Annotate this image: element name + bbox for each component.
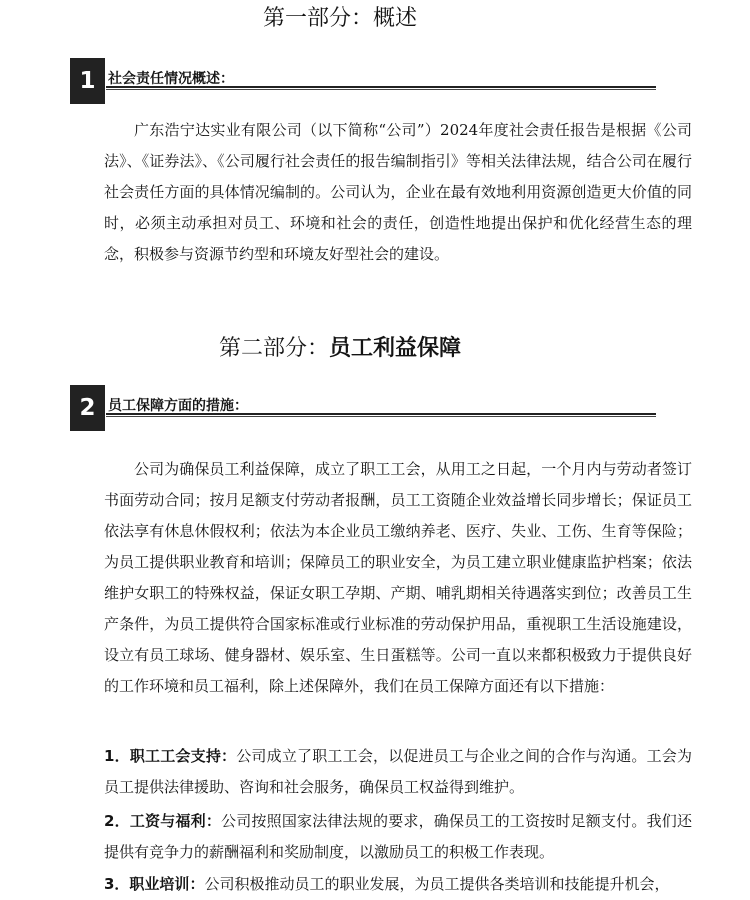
section2-rule-thin xyxy=(106,416,656,417)
section2-heading: 员工保障方面的措施： xyxy=(108,398,248,414)
part2-title-prefix: 第二部分： xyxy=(218,336,329,361)
section1-paragraph: 广东浩宁达实业有限公司（以下简称“公司”）2024年度社会责任报告是根据《公司法》、《证券法》、《公司履行社会责任的报告编制指引》等相关法律法规，结合公司在履行社会责任方面的具体情况编制的。公司认为，企业在最有效地利用资源创造更大价值的同时，必须主动承担对员工、环境和社会的责任，创造性地提出保护和优化经营生态的理念，积极参与资源节约型和环境友好型社会的建设。 xyxy=(104,121,692,263)
section1-rule-thin xyxy=(106,89,656,90)
list-item xyxy=(104,869,692,900)
list-item-heading: 2．工资与福利： xyxy=(104,812,222,830)
section2-paragraph: 公司为确保员工利益保障，成立了职工工会，从用工之日起，一个月内与劳动者签订书面劳动合同；按月足额支付劳动者报酬，员工工资随企业效益增长同步增长；保证员工依法享有休息休假权利；依法为本企业员工缴纳养老、医疗、失业、工伤、生育等保险；为员工提供职业教育和培训；保障员工的职业安全，为员工建立职业健康监护档案；依法维护女职工的特殊权益，保证女职工孕期、产期、哺乳期相关待遇落实到位；改善员工生产条件，为员工提供符合国家标准或行业标准的劳动保护用品，重视职工生活设施建设，设立有员工球场、健身器材、娱乐室、生日蛋糕等。公司一直以来都积极致力于提供良好的工作环境和员工福利，除上述保障外，我们在员工保障方面还有以下措施： xyxy=(104,460,692,695)
list-item xyxy=(104,806,692,868)
section1-heading: 社会责任情况概述： xyxy=(108,71,234,87)
section2-number-badge: 2 xyxy=(70,385,105,431)
list-item-text: 公司成立了职工工会，以促进员工与企业之间的合作与沟通。工会为员工提供法律援助、咨询和社会服务，确保员工权益得到维护。 xyxy=(104,747,692,796)
section1-rule xyxy=(106,86,656,88)
section2-rule xyxy=(106,413,656,415)
part1-title-text: 第一部分：概述 xyxy=(262,6,417,31)
section2-header xyxy=(70,385,656,431)
list-item-text: 公司按照国家法律法规的要求，确保员工的工资按时足额支付。我们还提供有竞争力的薪酬福利和奖励制度，以激励员工的积极工作表现。 xyxy=(104,812,692,861)
section1-header xyxy=(70,58,656,104)
section1-number-badge: 1 xyxy=(70,58,105,104)
list-item-text: 公司积极推动员工的职业发展，为员工提供各类培训和技能提升机会， xyxy=(204,875,670,893)
list-item-heading: 3．职业培训： xyxy=(104,875,205,893)
list-item-heading: 1．职工工会支持： xyxy=(104,747,237,765)
part1-title xyxy=(0,4,680,34)
part2-title xyxy=(0,334,680,364)
list-item xyxy=(104,741,692,803)
part2-title-emphasis: 员工利益保障 xyxy=(329,336,462,361)
